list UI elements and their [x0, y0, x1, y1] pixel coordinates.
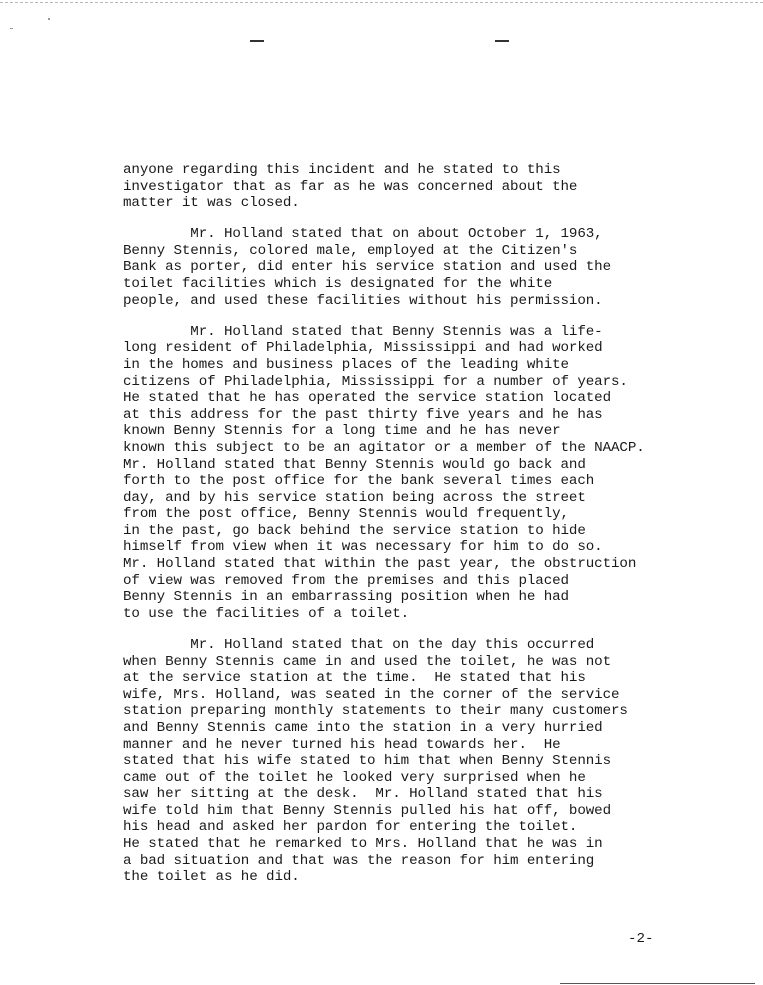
- text-line: toilet facilities which is designated for the white: [123, 276, 553, 293]
- text-line: forth to the post office for the bank several times each: [123, 473, 595, 490]
- text-line: Mr. Holland stated that Benny Stennis was a life-: [123, 323, 603, 340]
- text-line: He stated that he remarked to Mrs. Holland that he was in: [123, 836, 603, 853]
- bottom-rule: [560, 983, 755, 984]
- text-line: of view was removed from the premises and this placed: [123, 572, 569, 589]
- text-line: at this address for the past thirty five years and he has: [123, 406, 603, 423]
- paragraph: [123, 324, 753, 623]
- document-body: [123, 162, 753, 900]
- text-line: known this subject to be an agitator or a member of the NAACP.: [123, 439, 645, 456]
- text-line: citizens of Philadelphia, Mississippi for a number of years.: [123, 373, 628, 390]
- text-line: in the homes and business places of the leading white: [123, 356, 569, 373]
- text-line: station preparing monthly statements to their many customers: [123, 703, 628, 720]
- text-line: people, and used these facilities without his permission.: [123, 292, 603, 309]
- text-line: himself from view when it was necessary for him to do so.: [123, 539, 603, 556]
- paragraph: [123, 226, 753, 309]
- text-line: Mr. Holland stated that within the past year, the obstruction: [123, 556, 637, 573]
- scan-speck: [48, 18, 50, 20]
- text-line: wife told him that Benny Stennis pulled his hat off, bowed: [123, 802, 612, 819]
- text-line: came out of the toilet he looked very surprised when he: [123, 769, 586, 786]
- text-line: Bank as porter, did enter his service station and used the: [123, 259, 612, 276]
- paragraph: [123, 637, 753, 886]
- text-line: matter it was closed.: [123, 195, 300, 212]
- text-line: the toilet as he did.: [123, 869, 300, 886]
- page-number: -2-: [628, 931, 654, 947]
- text-line: Mr. Holland stated that Benny Stennis would go back and: [123, 456, 586, 473]
- text-line: in the past, go back behind the service station to hide: [123, 522, 586, 539]
- text-line: He stated that he has operated the service station located: [123, 390, 612, 407]
- text-line: at the service station at the time. He stated that his: [123, 670, 586, 687]
- text-line: anyone regarding this incident and he stated to this: [123, 162, 561, 178]
- text-line: manner and he never turned his head towards her. He: [123, 736, 561, 753]
- text-line: long resident of Philadelphia, Mississippi and had worked: [123, 340, 603, 357]
- text-line: investigator that as far as he was concerned about the: [123, 178, 578, 195]
- text-line: a bad situation and that was the reason for him entering: [123, 852, 595, 869]
- text-line: Mr. Holland stated that on about October 1, 1963,: [123, 226, 603, 243]
- text-line: when Benny Stennis came in and used the toilet, he was not: [123, 653, 612, 670]
- text-line: to use the facilities of a toilet.: [123, 605, 410, 622]
- text-line: wife, Mrs. Holland, was seated in the corner of the service: [123, 686, 620, 703]
- text-line: known Benny Stennis for a long time and he has never: [123, 423, 561, 440]
- text-line: Mr. Holland stated that on the day this occurred: [123, 636, 595, 653]
- page-top-border: [0, 2, 763, 3]
- text-line: day, and by his service station being across the street: [123, 489, 586, 506]
- punch-mark-left: [250, 40, 264, 42]
- text-line: saw her sitting at the desk. Mr. Holland stated that his: [123, 786, 603, 803]
- text-line: and Benny Stennis came into the station in a very hurried: [123, 719, 603, 736]
- paragraph: [123, 162, 753, 212]
- text-line: his head and asked her pardon for entering the toilet.: [123, 819, 578, 836]
- text-line: Benny Stennis, colored male, employed at the Citizen's: [123, 242, 578, 259]
- text-line: from the post office, Benny Stennis would frequently,: [123, 506, 569, 523]
- scan-speck: [10, 28, 13, 29]
- text-line: stated that his wife stated to him that when Benny Stennis: [123, 753, 612, 770]
- punch-mark-right: [495, 40, 509, 42]
- text-line: Benny Stennis in an embarrassing position when he had: [123, 589, 569, 606]
